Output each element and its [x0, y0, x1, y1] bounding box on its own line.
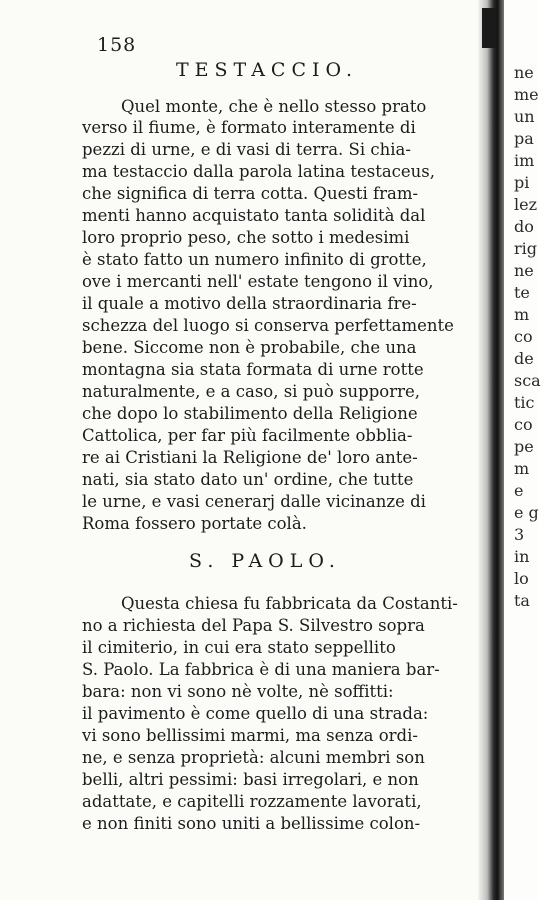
- text-line: Questa chiesa fu fabbricata da Costanti-: [121, 594, 458, 613]
- facing-page-fragment: lez: [514, 195, 538, 214]
- book-gutter-top: [482, 8, 496, 48]
- text-line: Quel monte, che è nello stesso prato: [121, 97, 427, 116]
- facing-page-fragment: m: [514, 459, 530, 478]
- section-title-testaccio: TESTACCIO.: [176, 59, 358, 81]
- facing-page-fragment: m: [514, 305, 530, 324]
- text-line: adattate, e capitelli rozzamente lavorati,: [82, 792, 422, 811]
- text-line: Cattolica, per far più facilmente obblia-: [82, 426, 413, 445]
- text-line: schezza del luogo si conserva perfettamente: [82, 316, 454, 335]
- facing-page-fragment: te: [514, 283, 530, 302]
- text-line: Roma fossero portate colà.: [82, 514, 307, 533]
- text-line: ne, e senza proprietà: alcuni membri son: [82, 748, 425, 767]
- facing-page-fragment: e: [514, 481, 524, 500]
- text-line: menti hanno acquistato tanta solidità dal: [82, 206, 426, 225]
- text-line: ma testaccio dalla parola latina testaceus,: [82, 162, 436, 181]
- facing-page-fragment: 3: [514, 525, 525, 544]
- text-line: pezzi di urne, e di vasi di terra. Si chia-: [82, 140, 411, 159]
- facing-page-fragment: e g: [514, 503, 539, 522]
- facing-page-fragment: un: [514, 107, 535, 126]
- facing-page-fragment: ne: [514, 63, 534, 82]
- text-line: bene. Siccome non è probabile, che una: [82, 338, 417, 357]
- section-title-s-paolo: S. PAOLO.: [189, 550, 341, 572]
- facing-page-fragment: me: [514, 85, 539, 104]
- text-line: naturalmente, e a caso, si può supporre,: [82, 382, 421, 401]
- facing-page-fragment: pi: [514, 173, 530, 192]
- text-line: re ai Cristiani la Religione de' loro ante-: [82, 448, 418, 467]
- text-line: no a richiesta del Papa S. Silvestro sopra: [82, 616, 425, 635]
- facing-page-fragment: ta: [514, 591, 530, 610]
- facing-page-fragment: sca: [514, 371, 541, 390]
- text-line: le urne, e vasi cenerarj dalle vicinanze di: [82, 492, 426, 511]
- text-line: e non finiti sono uniti a bellissime colon-: [82, 814, 421, 833]
- facing-page-fragment: in: [514, 547, 530, 566]
- text-line: il quale a motivo della straordinaria fre-: [82, 294, 417, 313]
- facing-page-fragment: tic: [514, 393, 535, 412]
- text-line: nati, sia stato dato un' ordine, che tutte: [82, 470, 414, 489]
- book-gutter-shadow: [478, 0, 504, 900]
- text-line: ove i mercanti nell' estate tengono il vino,: [82, 272, 434, 291]
- text-line: vi sono bellissimi marmi, ma senza ordi-: [82, 726, 418, 745]
- page-number: 158: [97, 34, 137, 56]
- text-line: è stato fatto un numero infinito di grotte,: [82, 250, 427, 269]
- facing-page-fragment: co: [514, 327, 533, 346]
- text-line: il cimiterio, in cui era stato seppellito: [82, 638, 396, 657]
- text-line: verso il fiume, è formato interamente di: [82, 118, 416, 137]
- facing-page-fragment: do: [514, 217, 534, 236]
- text-line: montagna sia stata formata di urne rotte: [82, 360, 424, 379]
- facing-page-fragment: pe: [514, 437, 534, 456]
- text-line: che significa di terra cotta. Questi fram-: [82, 184, 419, 203]
- facing-page-fragment: pa: [514, 129, 534, 148]
- facing-page-fragment: lo: [514, 569, 529, 588]
- text-line: che dopo lo stabilimento della Religione: [82, 404, 418, 423]
- facing-page-fragment: im: [514, 151, 535, 170]
- text-line: il pavimento è come quello di una strada:: [82, 704, 429, 723]
- facing-page-fragment: de: [514, 349, 534, 368]
- facing-page-fragment: rig: [514, 239, 538, 258]
- facing-page-edge: [504, 0, 541, 900]
- text-line: belli, altri pessimi: basi irregolari, e non: [82, 770, 419, 789]
- facing-page-fragment: ne: [514, 261, 534, 280]
- text-line: loro proprio peso, che sotto i medesimi: [82, 228, 410, 247]
- facing-page-fragment: co: [514, 415, 533, 434]
- text-line: bara: non vi sono nè volte, nè soffitti:: [82, 682, 394, 701]
- text-line: S. Paolo. La fabbrica è di una maniera bar-: [82, 660, 440, 679]
